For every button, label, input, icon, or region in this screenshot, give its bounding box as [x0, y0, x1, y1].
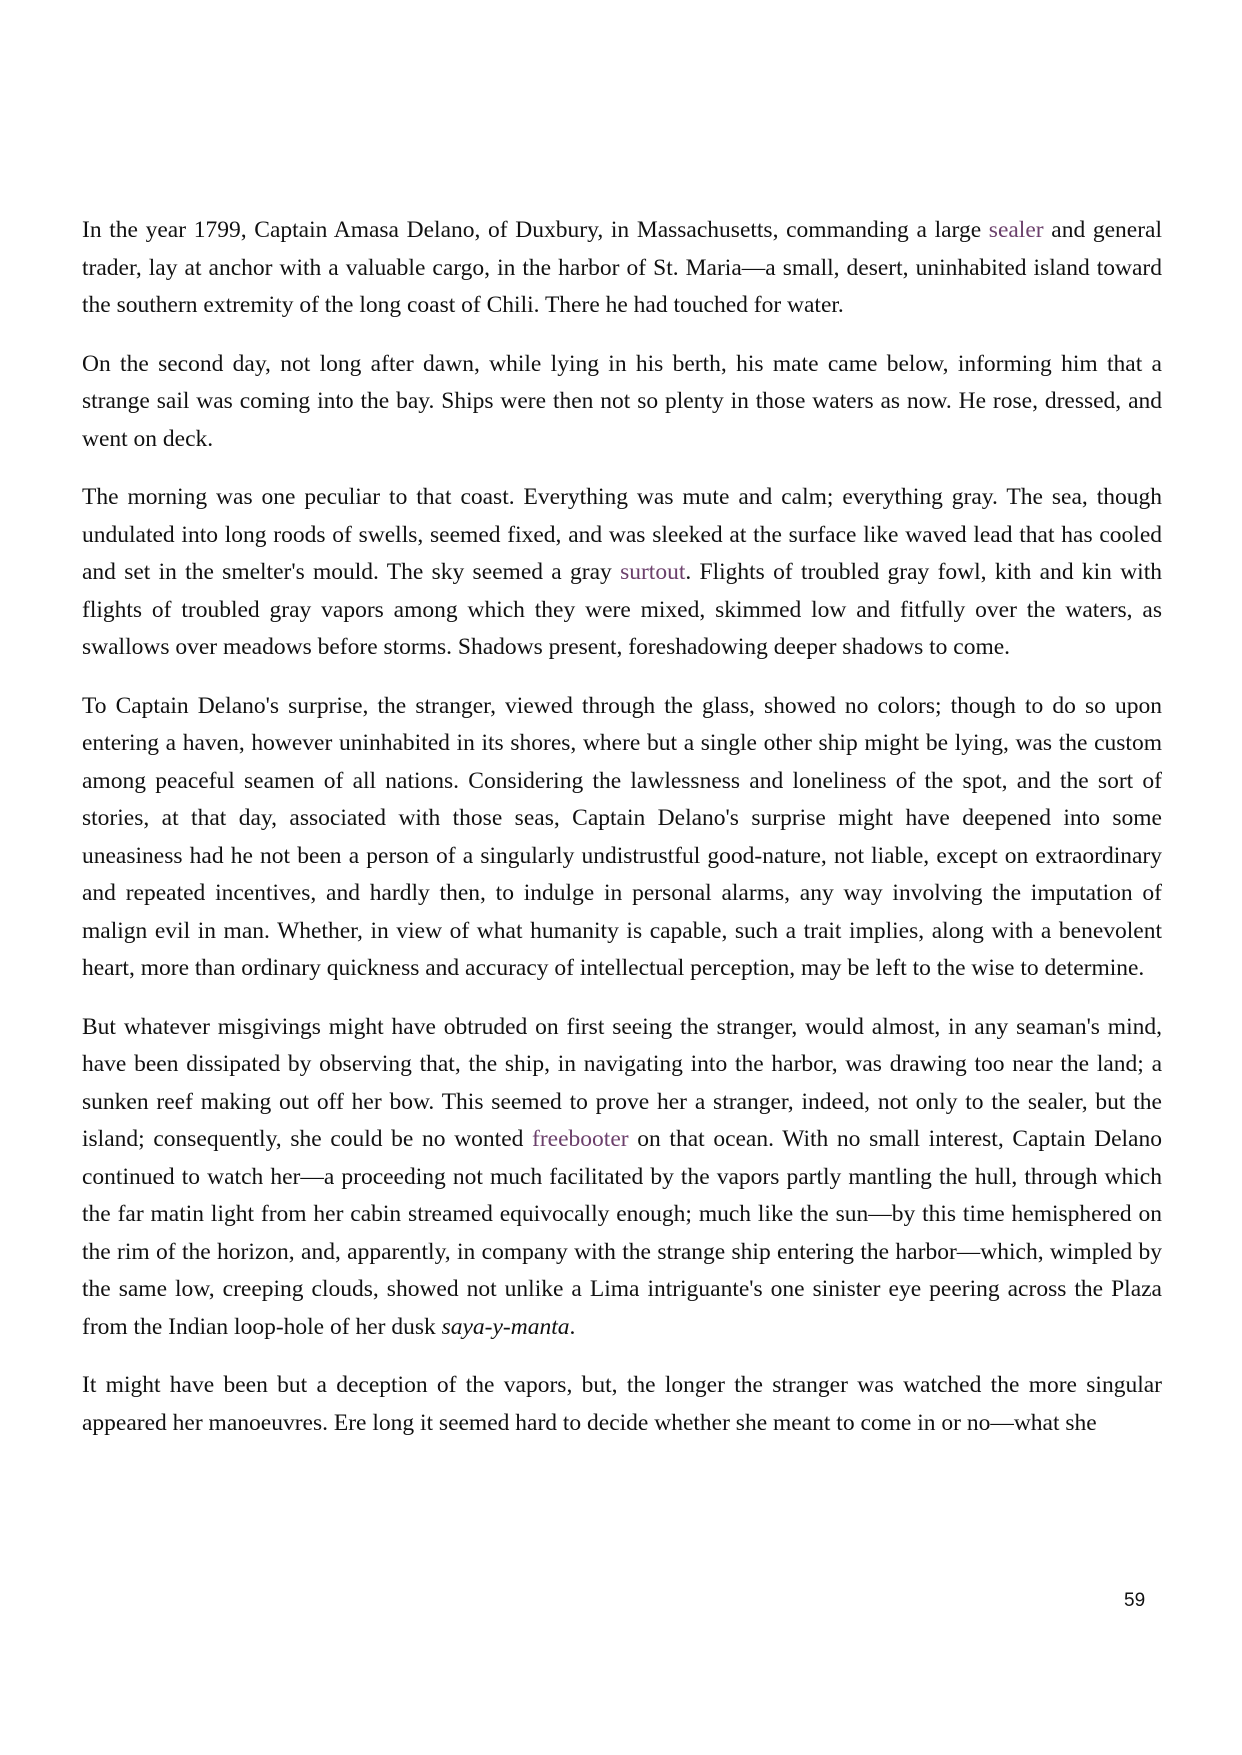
text-body [82, 212, 1162, 1463]
glossary-link-freebooter[interactable]: freebooter [532, 1126, 629, 1152]
paragraph [82, 212, 1162, 325]
paragraph-text: . [569, 1313, 576, 1340]
paragraph: On the second day, not long after dawn, while lying in his berth, his mate came below, informing him that a strange sail was coming into the bay. Ships were then not so plenty in those waters as now. He rose, dressed, and went on deck. [82, 350, 1162, 452]
paragraph [82, 1009, 1162, 1347]
paragraph-text: . Flights of troubled gray fowl, kith and kin with flights of troubled gray vapors among which they were mixed, skimmed low and fitfully over the waters, as swallows over meadows before storms. Shadows present, foreshadowing deeper shadows to come. [82, 559, 1162, 660]
paragraph-text: and general trader, lay at anchor with a valuable cargo, in the harbor of St. Maria—a small, desert, uninhabited island toward the southern extremity of the long coast of Chili. There he had touched for water. [82, 217, 1163, 318]
paragraph: It might have been but a deception of the vapors, but, the longer the stranger was watched the more singular appeared her manoeuvres. Ere long it seemed hard to decide whether she meant to come in or no—what she [82, 1372, 1162, 1436]
paragraph-text: But whatever misgivings might have obtruded on first seeing the stranger, would almost, in any seaman's mind, have been dissipated by observing that, the ship, in navigating into the harbor, was drawing too near the land; a sunken reef making out off her bow. This seemed to prove her a stranger, indeed, not only to the sealer, but the island; consequently, she could be no wonted [82, 1013, 1162, 1152]
paragraph-text: on that ocean. With no small interest, Captain Delano continued to watch her—a proceeding not much facilitated by the vapors partly mantling the hull, through which the far matin light from her cabin streamed equivocally enough; much like the sun—by this time hemisphered on the rim of the horizon, and, apparently, in company with the strange ship entering the harbor—which, wimpled by the same low, creeping clouds, showed not unlike a Lima intriguante's one sinister eye peering across the Plaza from the Indian loop-hole of her dusk [82, 1126, 1162, 1340]
glossary-link-surtout[interactable]: surtout [620, 559, 686, 585]
paragraph-text: The morning was one peculiar to that coast. Everything was mute and calm; everything gray. The sea, though undulated into long roods of swells, seemed fixed, and was sleeked at the surface like waved lead that has cooled and set in the smelter's mould. The sky seemed a gray [82, 484, 1162, 585]
paragraph-text: In the year 1799, Captain Amasa Delano, of Duxbury, in Massachusetts, commanding a large [82, 217, 989, 243]
paragraph [82, 479, 1162, 667]
paragraph: To Captain Delano's surprise, the stranger, viewed through the glass, showed no colors; though to do so upon entering a haven, however uninhabited in its shores, where but a single other ship might be lying, was the custom among peaceful seamen of all nations. Considering the lawlessness and loneliness of the spot, and the sort of stories, at that day, associated with those seas, Captain Delano's surprise might have deepened into some uneasiness had he not been a person of a singularly undistrustful good-nature, not liable, except on extraordinary and repeated incentives, and hardly then, to indulge in personal alarms, any way involving the imputation of malign evil in man. Whether, in view of what humanity is capable, such a trait implies, along with a benevolent heart, more than ordinary quickness and accuracy of intellectual perception, may be left to the wise to determine. [82, 692, 1162, 981]
glossary-link-sealer[interactable]: sealer [988, 217, 1044, 243]
italic-term: saya-y-manta [441, 1313, 570, 1340]
page-number: 59 [1124, 1590, 1146, 1611]
